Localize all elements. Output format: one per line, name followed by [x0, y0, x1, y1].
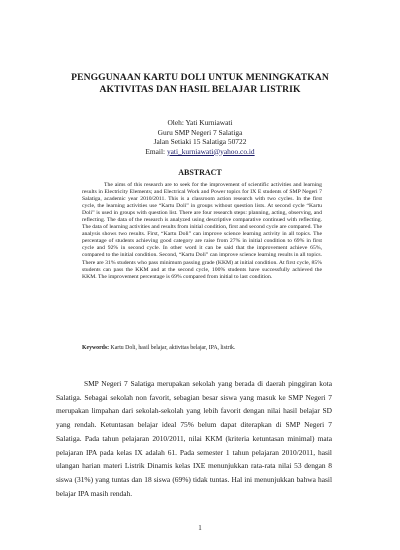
author-name: Oleh: Yati Kurniawati: [167, 118, 233, 127]
body-paragraph: SMP Negeri 7 Salatiga merupakan sekolah yang berada di daerah pinggiran kota Salatiga. Sebagai sekolah non favorit, sebagian besar siswa yang masuk ke SMP Negeri 7 merupakan limpahan dari sekolah-sekolah yang lebih favorit dengan nilai hasil belajar SD yang rendah. Ketuntasan belajar ideal 75% belum dapat diterapkan di SMP Negeri 7 Salatiga. Pada tahun pelajaran 2010/2011, nilai KKM (kriteria ketuntasan minimal) mata pelajaran IPA pada kelas IX adalah 61. Pada semester 1 tahun pelajaran 2010/2011, hasil ulangan harian materi Listrik Dinamis kelas IXE menunjukkan rata-rata nilai 53 dengan 8 siswa (31%) yang tuntas dan 18 siswa (69%) tidak tuntas. Hal ini menunjukkan bahwa hasil belajar IPA masih rendah.: [56, 379, 332, 498]
author-affiliation: Guru SMP Negeri 7 Salatiga: [157, 127, 243, 137]
keywords-label: Keywords:: [82, 345, 110, 351]
keywords-line: [82, 345, 322, 352]
abstract-heading: ABSTRACT: [178, 168, 222, 177]
author-block: [110, 118, 290, 156]
page-number: 1: [198, 524, 202, 532]
email-label: Email:: [145, 146, 167, 156]
abstract-text: The aims of this research are to seek for the improvement of scientific activities and learning results in Electricity Elements; and Electrical Work and Power topics for IX E students of SMP Negeri 7 Salatiga, academic year 2010/2011. This is a classroom action research with two cycles. In the first cycle, the learning activities use “Kartu Doli” in groups without question lists. At second cycle “Kartu Doli” is used in groups with question list. There are four research steps: planning, acting, observing, and reflecting. The data of the research is analyzed using descriptive comparative continued with reflecting. The data of learning activities and results from initial condition, first and second cycle are compared. The analysis shows two results. First, “Kartu Doli” can improve science learning activity in all topics. The percentage of students achieving good category are raise from 27% in initial condition to 69% in first cycle and 92% in second cycle. In other word it can be said that the improvement achieve 65%, compared to the initial condition. Second, “Kartu Doli” can improve science learning results in all topics. There are 31% students who pass minimum passing grade (KKM) at initial condition. At first cycle, 85% students can pass the KKM and at the second cycle, 100% students have successfully achieved the KKM. The improvement percentage is 69% compared from initial to last condition.: [82, 182, 322, 280]
author-address: Jalan Setiaki 15 Salatiga 50722: [153, 137, 247, 146]
paper-title: PENGGUNAAN KARTU DOLI UNTUK MENINGKATKAN AKTIVITAS DAN HASIL BELAJAR LISTRIK: [71, 72, 329, 95]
author-email-line: [110, 147, 290, 157]
keywords-text: Kartu Doli, hasil belajar, aktivitas belajar, IPA, listrik.: [109, 345, 236, 351]
email-link[interactable]: yati_kurniawati@yahoo.co.id: [166, 146, 255, 156]
